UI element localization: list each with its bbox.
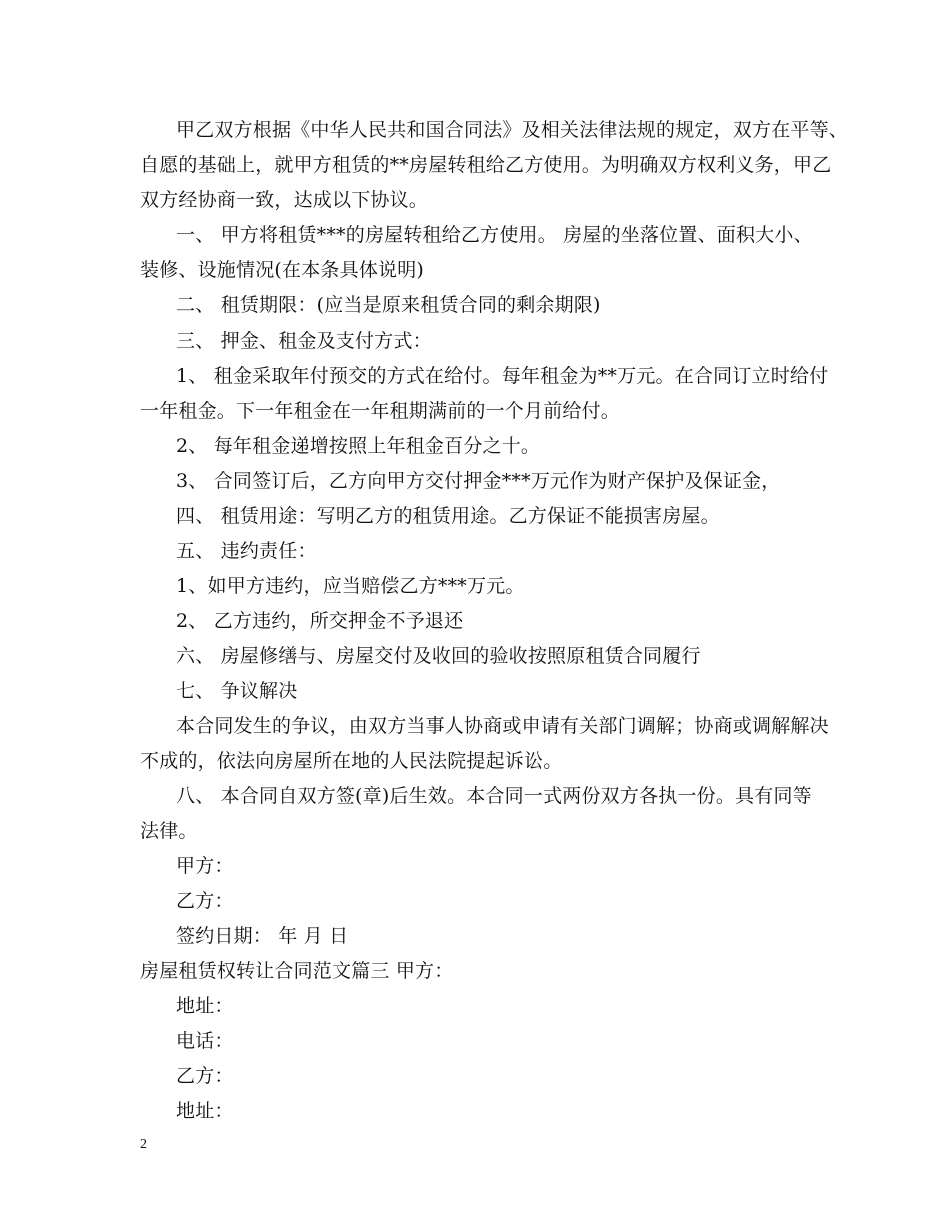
page-number: 2 bbox=[140, 1137, 147, 1152]
clause-6-line: 六、 房屋修缮与、房屋交付及收回的验收按照原租赁合同履行 bbox=[176, 645, 701, 667]
clause-4-line: 四、 租赁用途：写明乙方的租赁用途。乙方保证不能损害房屋。 bbox=[176, 505, 720, 527]
signing-date-label: 签约日期： 年 月 日 bbox=[176, 925, 349, 947]
breach-item-1-line: 1、如甲方违约，应当赔偿乙方***万元。 bbox=[176, 575, 525, 597]
party-a-label: 甲方： bbox=[176, 855, 234, 877]
paragraph-line-1: 甲乙双方根据《中华人民共和国合同法》及相关法律法规的规定，双方在平等、 bbox=[176, 119, 849, 141]
clause-7-line: 七、 争议解决 bbox=[176, 680, 298, 702]
item-2-line: 2、 每年租金递增按照上年租金百分之十。 bbox=[176, 435, 541, 457]
clause-8-line-2: 法律。 bbox=[140, 820, 198, 842]
dispute-line-1: 本合同发生的争议，由双方当事人协商或申请有关部门调解；协商或调解解决 bbox=[176, 715, 829, 737]
sample-title-line: 房屋租赁权转让合同范文篇三 甲方： bbox=[140, 960, 454, 982]
item-1-line-2: 一年租金。下一年租金在一年租期满前的一个月前给付。 bbox=[140, 400, 621, 422]
paragraph-line-3: 双方经协商一致，达成以下协议。 bbox=[140, 189, 429, 211]
address-label-1: 地址： bbox=[176, 995, 234, 1017]
paragraph-line-2: 自愿的基础上，就甲方租赁的**房屋转租给乙方使用。为明确双方权利义务，甲乙 bbox=[140, 154, 832, 176]
phone-label: 电话： bbox=[176, 1030, 234, 1052]
clause-1-line-1: 一、 甲方将租赁***的房屋转租给乙方使用。 房屋的坐落位置、面积大小、 bbox=[176, 224, 813, 246]
party-b-label-2: 乙方： bbox=[176, 1065, 234, 1087]
dispute-line-2: 不成的，依法向房屋所在地的人民法院提起诉讼。 bbox=[140, 750, 563, 772]
item-1-line-1: 1、 租金采取年付预交的方式在给付。每年租金为**万元。在合同订立时给付 bbox=[176, 365, 829, 387]
item-3-line: 3、 合同签订后，乙方向甲方交付押金***万元作为财产保护及保证金， bbox=[176, 470, 781, 492]
clause-1-line-2: 装修、设施情况(在本条具体说明) bbox=[140, 259, 425, 281]
address-label-2: 地址： bbox=[176, 1100, 234, 1122]
breach-item-2-line: 2、 乙方违约，所交押金不予退还 bbox=[176, 610, 464, 632]
clause-5-line: 五、 违约责任： bbox=[176, 540, 317, 562]
clause-3-line: 三、 押金、租金及支付方式： bbox=[176, 330, 432, 352]
party-b-label: 乙方： bbox=[176, 890, 234, 912]
clause-2-line: 二、 租赁期限：(应当是原来租赁合同的剩余期限) bbox=[176, 294, 601, 316]
clause-8-line-1: 八、 本合同自双方签(章)后生效。本合同一式两份双方各执一份。具有同等 bbox=[176, 785, 812, 807]
